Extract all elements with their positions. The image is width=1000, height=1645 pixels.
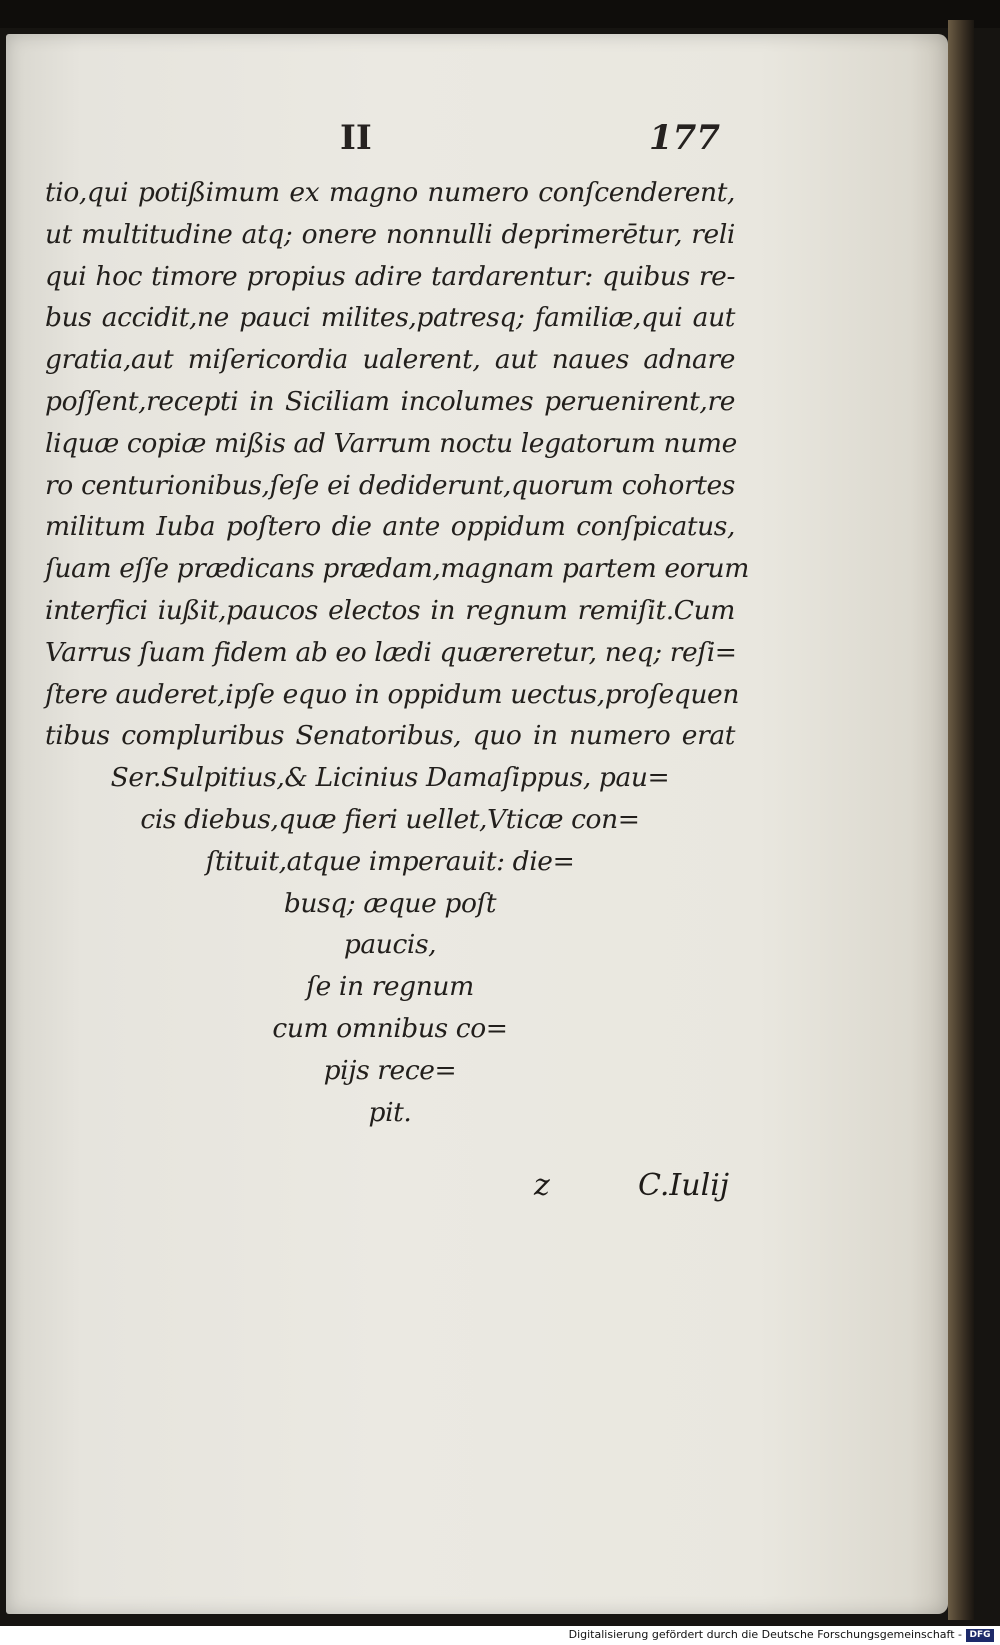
- tail-line: paucis,: [343, 929, 437, 961]
- signature-mark: z: [534, 1168, 550, 1203]
- text-line: ſuam eſſe prædicans prædam,magnam partem eorum: [45, 553, 749, 585]
- tail-line: ſe in regnum: [306, 971, 474, 1003]
- tail-line: cum omnibus co=: [272, 1012, 508, 1044]
- text-line: qui hoc timore propius adire tardarentur: quibus re-: [45, 260, 735, 292]
- text-line: bus accidit,ne pauci milites,patresq; familiæ,qui aut: [45, 302, 735, 334]
- dfg-logo: DFG: [966, 1629, 994, 1642]
- text-line: ſtere auderet,ipſe equo in oppidum uectus,proſequen: [45, 678, 739, 710]
- signature-number: II: [340, 118, 372, 158]
- text-line: tio,qui potißimum ex magno numero conſcenderent,: [45, 177, 735, 208]
- funding-credit: Digitalisierung gefördert durch die Deutsche Forschungsgemeinschaft -: [568, 1628, 962, 1641]
- text-line: tibus compluribus Senatoribus, quo in numero erat: [45, 720, 735, 752]
- text-line: ro centurionibus,ſeſe ei dediderunt,quorum cohortes: [45, 469, 735, 501]
- text-line: gratia,aut miſericordia ualerent, aut naues adnare: [45, 344, 735, 376]
- tail-line: ſtituit,atque imperauit: die=: [205, 845, 575, 877]
- book-edge: [948, 20, 974, 1620]
- tail-line: pijs rece=: [323, 1054, 457, 1086]
- text-line: liquæ copiæ mißis ad Varrum noctu legatorum nume: [45, 427, 737, 459]
- text-line: ut multitudine atq; onere nonnulli deprimerētur, reli: [45, 218, 735, 250]
- top-dark-band: [0, 0, 1000, 28]
- tail-line: cis diebus,quæ fieri uellet,Vticæ con=: [140, 803, 640, 835]
- tail-line: Ser.Sulpitius,& Licinius Damaſippus, pau=: [110, 762, 670, 794]
- digitization-footer: [0, 1626, 1000, 1645]
- page-number: 177: [649, 118, 720, 158]
- text-line: militum Iuba poſtero die ante oppidum conſpicatus,: [45, 511, 735, 543]
- body-text: [45, 172, 749, 1133]
- page-header: [0, 118, 1000, 168]
- tail-line: busq; æque poſt: [283, 887, 497, 919]
- text-line: Varrus ſuam fidem ab eo lædi quæreretur, neq; reſi=: [45, 636, 737, 668]
- text-line: poſſent,recepti in Siciliam incolumes peruenirent,re: [45, 385, 735, 417]
- tail-line: pit.: [368, 1096, 412, 1128]
- text-line: interfici iußit,paucos electos in regnum remiſit.Cum: [45, 594, 735, 626]
- catchword: C.Iulij: [638, 1168, 730, 1203]
